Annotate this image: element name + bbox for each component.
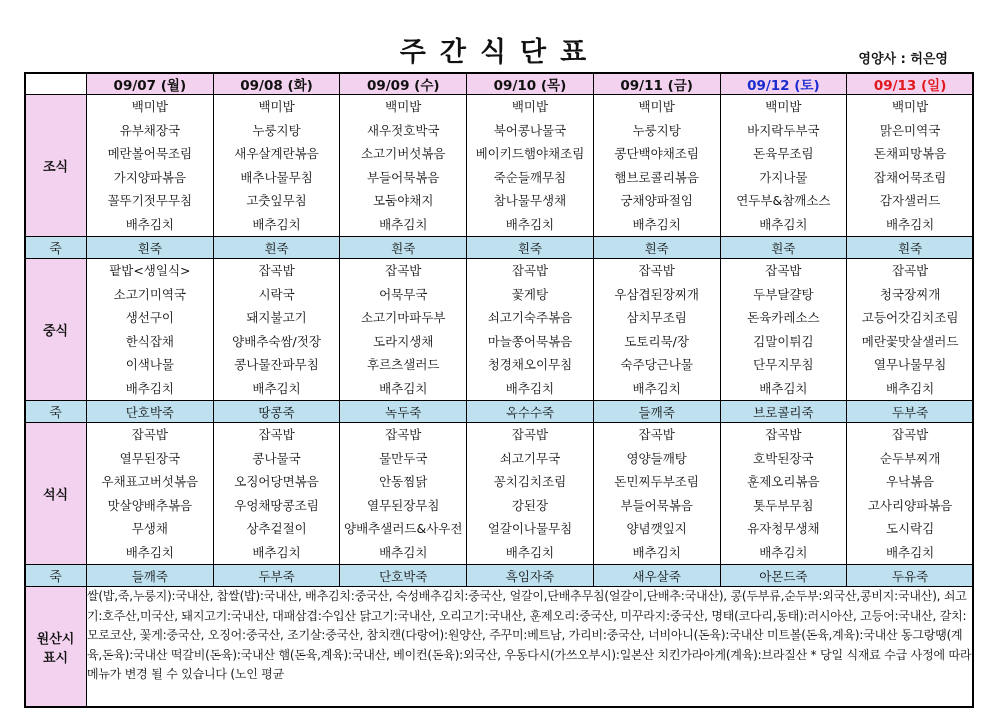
menu-item: 잡곡밥 bbox=[258, 263, 295, 278]
breakfast-label: 조식 bbox=[25, 95, 87, 237]
menu-item: 배추김치 bbox=[885, 216, 935, 232]
menu-item: 배추김치 bbox=[379, 380, 428, 396]
menu-item: 순두부찌개 bbox=[879, 450, 941, 466]
porridge-cell: 흰죽 bbox=[593, 237, 720, 259]
menu-item: 안동찜닭 bbox=[379, 474, 428, 489]
menu-item: 훈제오리볶음 bbox=[747, 474, 820, 489]
menu-item: 배추김치 bbox=[252, 380, 301, 396]
menu-item: 잡곡밥 bbox=[385, 427, 422, 442]
menu-item: 북어콩나물국 bbox=[493, 122, 567, 138]
porridge-cell: 단호박죽 bbox=[87, 401, 214, 423]
meal-cell bbox=[213, 95, 340, 237]
menu-item: 배추김치 bbox=[632, 380, 681, 396]
menu-item: 백미밥 bbox=[638, 99, 675, 114]
meal-cell bbox=[720, 95, 847, 237]
porridge-label: 죽 bbox=[25, 401, 87, 423]
menu-item: 돼지불고기 bbox=[246, 310, 307, 325]
menu-item: 배추김치 bbox=[125, 380, 174, 396]
menu-item: 열무나물무침 bbox=[873, 357, 947, 372]
weekly-menu-table bbox=[24, 72, 974, 708]
menu-item: 백미밥 bbox=[765, 99, 802, 114]
menu-item: 꽃게탕 bbox=[511, 286, 549, 302]
menu-item: 잡곡밥 bbox=[765, 263, 802, 278]
menu-item: 햄브로콜리볶음 bbox=[614, 169, 699, 185]
menu-item: 콩나물국 bbox=[252, 450, 301, 466]
menu-item: 참나물무생채 bbox=[493, 193, 567, 208]
meal-cell bbox=[467, 423, 594, 565]
porridge-cell: 브로콜리죽 bbox=[720, 401, 847, 423]
menu-item: 배추김치 bbox=[379, 544, 428, 560]
menu-item: 백미밥 bbox=[385, 99, 422, 114]
menu-item: 유자청무생채 bbox=[747, 521, 820, 536]
menu-item: 두부달걀탕 bbox=[753, 286, 814, 302]
menu-item: 유부채장국 bbox=[119, 122, 181, 138]
menu-item: 배추김치 bbox=[505, 380, 555, 396]
menu-item: 백미밥 bbox=[891, 99, 929, 114]
menu-item: 돈육카레소스 bbox=[747, 310, 820, 325]
menu-item: 도라지생채 bbox=[373, 333, 434, 349]
menu-item: 꼴뚜기젓무무침 bbox=[107, 193, 193, 208]
lunch-porridge-row bbox=[25, 401, 974, 423]
menu-item: 고춧잎무침 bbox=[246, 193, 307, 208]
menu-item: 배추김치 bbox=[505, 216, 555, 232]
day-header: 09/11 (금) bbox=[593, 73, 720, 95]
menu-item: 상추겉절이 bbox=[246, 521, 307, 536]
menu-item: 고등어갓김치조림 bbox=[861, 310, 959, 325]
menu-item: 단무지무침 bbox=[753, 357, 814, 372]
menu-item: 영양들깨탕 bbox=[626, 450, 687, 466]
menu-item: 배추나물무침 bbox=[240, 169, 313, 185]
menu-item: 잡곡밥 bbox=[511, 427, 549, 442]
meal-cell bbox=[720, 423, 847, 565]
menu-item: 돈육무조림 bbox=[753, 146, 814, 161]
menu-item: 배추김치 bbox=[252, 544, 301, 560]
day-header: 09/07 (월) bbox=[87, 73, 214, 95]
menu-item: 쇠고기숙주볶음 bbox=[487, 310, 573, 325]
menu-item: 소고기버섯볶음 bbox=[360, 146, 446, 161]
menu-item: 새우젓호박국 bbox=[367, 122, 440, 138]
porridge-cell: 들깨죽 bbox=[593, 401, 720, 423]
menu-item: 배추김치 bbox=[759, 380, 808, 396]
meal-cell bbox=[593, 259, 720, 401]
meal-cell bbox=[213, 259, 340, 401]
menu-item: 이색나물 bbox=[125, 357, 174, 372]
menu-item: 강된장 bbox=[511, 497, 549, 513]
breakfast-row bbox=[25, 95, 974, 237]
meal-cell bbox=[720, 259, 847, 401]
corner-cell bbox=[25, 73, 87, 95]
dinner-row bbox=[25, 423, 974, 565]
menu-item: 모둠야채지 bbox=[373, 193, 434, 208]
meal-cell bbox=[467, 259, 594, 401]
page-title: 주간식단표 bbox=[399, 37, 601, 68]
menu-item: 콩단백야채조림 bbox=[614, 146, 699, 161]
menu-item: 호박된장국 bbox=[753, 450, 814, 466]
menu-item: 오징어당면볶음 bbox=[234, 474, 319, 489]
menu-item: 돈민찌두부조림 bbox=[614, 474, 699, 489]
menu-item: 잡곡밥 bbox=[258, 427, 295, 442]
menu-item: 양념깻잎지 bbox=[626, 521, 687, 536]
menu-item: 한식잡채 bbox=[125, 333, 174, 349]
porridge-cell: 흰죽 bbox=[340, 237, 467, 259]
porridge-label: 죽 bbox=[25, 237, 87, 259]
porridge-cell: 땅콩죽 bbox=[213, 401, 340, 423]
porridge-label: 죽 bbox=[25, 565, 87, 587]
lunch-label: 중식 bbox=[25, 259, 87, 401]
menu-item: 누룽지탕 bbox=[632, 122, 681, 138]
breakfast-porridge-row bbox=[25, 237, 974, 259]
porridge-cell: 두유죽 bbox=[847, 565, 974, 587]
menu-item: 연두부&참깨소스 bbox=[736, 193, 831, 208]
menu-item: 잡곡밥 bbox=[511, 263, 549, 278]
menu-item: 열무된장국 bbox=[119, 450, 181, 466]
day-header-sunday: 09/13 (일) bbox=[847, 73, 974, 95]
dinner-label: 석식 bbox=[25, 423, 87, 565]
porridge-cell: 두부죽 bbox=[213, 565, 340, 587]
menu-item: 마늘쫑어묵볶음 bbox=[487, 333, 573, 349]
menu-item: 궁채양파절임 bbox=[620, 193, 693, 208]
menu-item: 톳두부무침 bbox=[753, 497, 814, 513]
meal-cell bbox=[87, 423, 214, 565]
menu-item: 배추김치 bbox=[125, 544, 174, 560]
menu-item: 백미밥 bbox=[258, 99, 295, 114]
menu-item: 죽순들깨무침 bbox=[493, 169, 567, 185]
porridge-cell: 흰죽 bbox=[213, 237, 340, 259]
menu-item: 배추김치 bbox=[632, 216, 681, 232]
menu-item: 부들어묵볶음 bbox=[620, 497, 693, 513]
menu-item: 가지나물 bbox=[759, 169, 808, 185]
meal-cell bbox=[340, 259, 467, 401]
origin-label: 원산시 표시 bbox=[25, 587, 87, 708]
meal-cell bbox=[213, 423, 340, 565]
menu-item: 어묵무국 bbox=[379, 286, 428, 302]
menu-item: 돈채피망볶음 bbox=[873, 146, 947, 161]
day-header-row bbox=[25, 73, 974, 95]
menu-item: 배추김치 bbox=[759, 216, 808, 232]
porridge-cell: 옥수수죽 bbox=[467, 401, 594, 423]
menu-item: 고사리양파볶음 bbox=[867, 497, 953, 513]
menu-item: 열무된장무침 bbox=[367, 497, 440, 513]
menu-item: 소고기마파두부 bbox=[360, 310, 446, 325]
menu-item: 잡채어묵조림 bbox=[873, 169, 947, 185]
porridge-cell: 들깨죽 bbox=[87, 565, 214, 587]
porridge-cell: 새우살죽 bbox=[593, 565, 720, 587]
menu-item: 콩나물잔파무침 bbox=[234, 357, 319, 372]
menu-item: 누룽지탕 bbox=[252, 122, 301, 138]
menu-item: 배추김치 bbox=[885, 380, 935, 396]
menu-item: 맛살양배추볶음 bbox=[107, 497, 193, 513]
menu-item: 김말이튀김 bbox=[753, 333, 814, 349]
menu-item: 맑은미역국 bbox=[879, 122, 941, 138]
menu-item: 무생채 bbox=[131, 521, 168, 536]
porridge-cell: 두부죽 bbox=[847, 401, 974, 423]
menu-item: 잡곡밥 bbox=[385, 263, 422, 278]
menu-item: 배추김치 bbox=[379, 216, 428, 232]
menu-item: 청경채오이무침 bbox=[487, 357, 573, 372]
menu-item: 꽁치김치조림 bbox=[493, 474, 567, 489]
meal-cell bbox=[847, 95, 974, 237]
meal-cell bbox=[847, 259, 974, 401]
menu-item: 백미밥 bbox=[511, 99, 549, 114]
porridge-cell: 흰죽 bbox=[847, 237, 974, 259]
menu-item: 숙주당근나물 bbox=[620, 357, 693, 372]
menu-item: 잡곡밥 bbox=[765, 427, 802, 442]
lunch-row bbox=[25, 259, 974, 401]
menu-item: 부들어묵볶음 bbox=[367, 169, 440, 185]
menu-item: 시락국 bbox=[258, 286, 295, 302]
meal-cell bbox=[593, 95, 720, 237]
menu-item: 바지락두부국 bbox=[747, 122, 820, 138]
dietitian-label: 영양사 : 허은영 bbox=[858, 52, 948, 67]
menu-item: 새우살계란볶음 bbox=[234, 146, 319, 161]
day-header: 09/10 (목) bbox=[467, 73, 594, 95]
menu-item: 우엉채땅콩조림 bbox=[234, 497, 319, 513]
origin-text: 쌀(밥,죽,누룽지):국내산, 찹쌀(밥):국내산, 배추김치:중국산, 숙성배추김치:중국산, 얼갈이,단배추무침(얼갈이,단배추:국내산), 콩(두부류,순두부:외국산,콩비지:국내산), 쇠고기:호주산,미국산, 돼지고기:국내산, 대패삼겹:수입산 닭고기:국내산, 오리고기:국내산, 훈제오리:중국산, 미꾸라지:중국산, 명태(코다리,동태):러시아산, 고등어:국내산, 갈치:모로코산, 꽃게:중국산, 오징어:중국산, 조기살:중국산, 참치캔(다랑어):원양산, 주꾸미:베트남, 가리비:중국산, 너비아니(돈육):국내산 미트볼(돈육,계육):국내산 동그랑땡(계육,돈육):국내산 떡갈비(돈육):국내산 햄(돈육,계육):국내산, 베이컨(돈육):외국산, 우동다시(가쓰오부시):일본산 치킨가라아게(계육):브라질산 * 당일 식재료 수급 사정에 따라 메뉴가 변경 될 수 있습니다 (노인 평균 bbox=[87, 587, 974, 708]
menu-item: 얼갈이나물무침 bbox=[487, 521, 573, 536]
meal-cell bbox=[467, 95, 594, 237]
meal-cell bbox=[340, 95, 467, 237]
menu-item: 우낙볶음 bbox=[885, 474, 935, 489]
menu-item: 양배추샐러드&사우전 bbox=[344, 521, 463, 536]
menu-item: 쇠고기무국 bbox=[499, 450, 561, 466]
porridge-cell: 흰죽 bbox=[467, 237, 594, 259]
porridge-cell: 녹두죽 bbox=[340, 401, 467, 423]
menu-item: 삼치무조림 bbox=[626, 310, 687, 325]
menu-item: 우삼겹된장찌개 bbox=[614, 286, 699, 302]
day-header: 09/08 (화) bbox=[213, 73, 340, 95]
day-header-saturday: 09/12 (토) bbox=[720, 73, 847, 95]
meal-cell bbox=[593, 423, 720, 565]
menu-item: 백미밥 bbox=[131, 99, 168, 114]
menu-item: 팥밥<생일식> bbox=[109, 263, 191, 278]
menu-item: 물만두국 bbox=[379, 450, 428, 466]
menu-item: 배추김치 bbox=[759, 544, 808, 560]
menu-item: 잡곡밥 bbox=[131, 427, 168, 442]
dinner-porridge-row bbox=[25, 565, 974, 587]
menu-item: 양배추숙쌈/젓장 bbox=[232, 333, 321, 349]
menu-item: 청국장찌개 bbox=[879, 286, 941, 302]
menu-item: 배추김치 bbox=[125, 216, 174, 232]
menu-item: 우채표고버섯볶음 bbox=[101, 474, 199, 489]
meal-cell bbox=[847, 423, 974, 565]
day-header: 09/09 (수) bbox=[340, 73, 467, 95]
menu-item: 후르츠샐러드 bbox=[367, 357, 440, 372]
menu-item: 생선구이 bbox=[125, 310, 174, 325]
menu-item: 배추김치 bbox=[505, 544, 555, 560]
menu-item: 도시락김 bbox=[885, 521, 935, 536]
meal-cell bbox=[87, 259, 214, 401]
menu-item: 잡곡밥 bbox=[891, 263, 929, 278]
porridge-cell: 흰죽 bbox=[720, 237, 847, 259]
porridge-cell: 흑임자죽 bbox=[467, 565, 594, 587]
porridge-cell: 아몬드죽 bbox=[720, 565, 847, 587]
menu-item: 감자샐러드 bbox=[879, 193, 941, 208]
origin-row bbox=[25, 587, 974, 708]
meal-cell bbox=[340, 423, 467, 565]
menu-item: 배추김치 bbox=[632, 544, 681, 560]
menu-item: 배추김치 bbox=[885, 544, 935, 560]
menu-item: 메란꽃맛살샐러드 bbox=[861, 333, 959, 349]
menu-item: 배추김치 bbox=[252, 216, 301, 232]
porridge-cell: 흰죽 bbox=[87, 237, 214, 259]
menu-item: 잡곡밥 bbox=[638, 263, 675, 278]
menu-item: 잡곡밥 bbox=[638, 427, 675, 442]
meal-cell bbox=[87, 95, 214, 237]
menu-item: 가지양파볶음 bbox=[113, 169, 187, 185]
menu-item: 소고기미역국 bbox=[113, 286, 187, 302]
porridge-cell: 단호박죽 bbox=[340, 565, 467, 587]
menu-item: 베이키드햄야채조림 bbox=[475, 146, 585, 161]
menu-item: 메란볼어묵조림 bbox=[107, 146, 193, 161]
menu-item: 잡곡밥 bbox=[891, 427, 929, 442]
menu-item: 도토리묵/장 bbox=[624, 333, 689, 349]
